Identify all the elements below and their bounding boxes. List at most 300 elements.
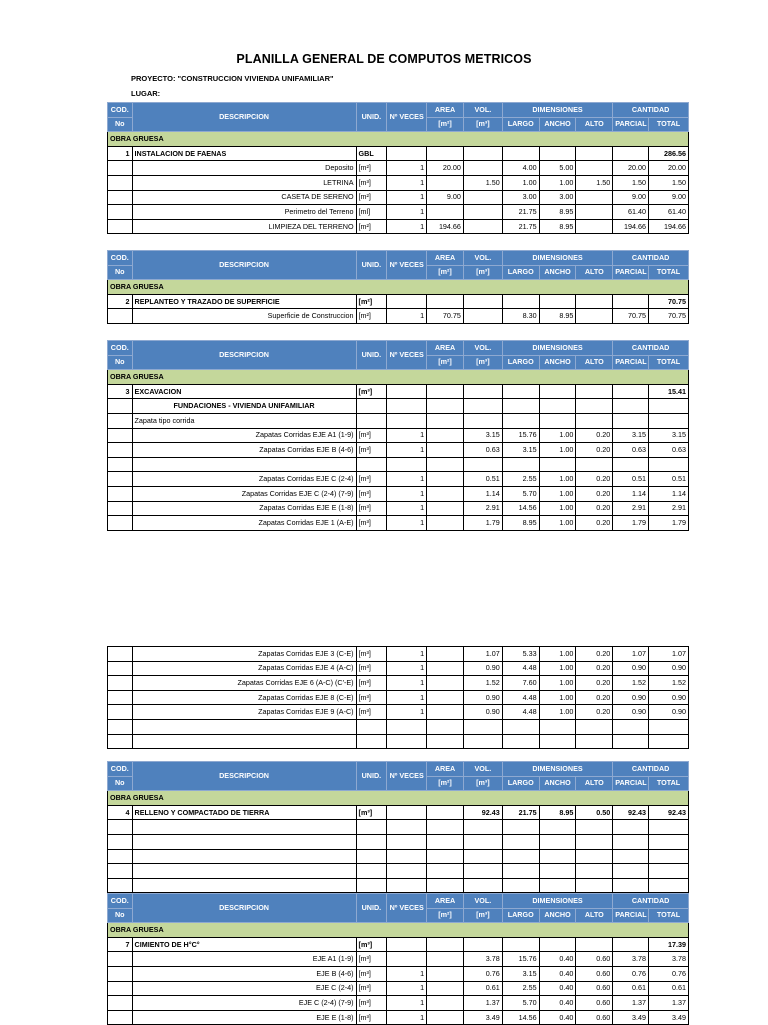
cell-area bbox=[427, 849, 464, 864]
cell-descripcion: EJE C (2-4) bbox=[132, 981, 356, 996]
cell-alto: 0.20 bbox=[576, 647, 613, 662]
cell-vol: 0.90 bbox=[463, 705, 502, 720]
cell-vol: 2.91 bbox=[463, 501, 502, 516]
cell-unid: [m³] bbox=[356, 676, 387, 691]
cell-ancho: 3.00 bbox=[539, 190, 576, 205]
cell-alto bbox=[576, 734, 613, 749]
cell-total: 1.14 bbox=[649, 486, 689, 501]
cell-ancho: 1.00 bbox=[539, 676, 576, 691]
cell-ancho: 1.00 bbox=[539, 486, 576, 501]
cell-unid: [m²] bbox=[356, 190, 387, 205]
section-row bbox=[108, 370, 689, 385]
table-row bbox=[108, 996, 689, 1011]
cell-total: 0.90 bbox=[649, 705, 689, 720]
cell-empty bbox=[463, 399, 502, 414]
cell-unid bbox=[356, 834, 387, 849]
cell-unid: [m²] bbox=[356, 219, 387, 234]
cell-vol bbox=[463, 734, 502, 749]
cell-ancho: 1.00 bbox=[539, 428, 576, 443]
header-no: No bbox=[108, 776, 133, 791]
table-block bbox=[107, 340, 689, 531]
cell-largo: 8.95 bbox=[502, 516, 539, 531]
cell-no bbox=[108, 501, 133, 516]
header-ancho: ANCHO bbox=[539, 355, 576, 370]
cell-alto: 0.20 bbox=[576, 486, 613, 501]
cell-total: 0.76 bbox=[649, 966, 689, 981]
header-alto: ALTO bbox=[576, 265, 613, 280]
cell-alto bbox=[576, 937, 613, 952]
cell-vol bbox=[463, 161, 502, 176]
cell-alto: 0.20 bbox=[576, 661, 613, 676]
table-row bbox=[108, 878, 689, 893]
cell-parcial: 61.40 bbox=[613, 205, 649, 220]
cell-alto: 0.20 bbox=[576, 501, 613, 516]
cell-no bbox=[108, 661, 133, 676]
cell-total: 70.75 bbox=[649, 309, 689, 324]
cell-empty bbox=[539, 413, 576, 428]
cell-area bbox=[427, 457, 464, 472]
cell-vol: 1.50 bbox=[463, 175, 502, 190]
cell-largo bbox=[502, 719, 539, 734]
cell-largo bbox=[502, 146, 539, 161]
table-block bbox=[107, 250, 689, 324]
table-row bbox=[108, 676, 689, 691]
cell-unid bbox=[356, 878, 387, 893]
cell-no bbox=[108, 219, 133, 234]
header-cantidad: CANTIDAD bbox=[613, 762, 689, 777]
cell-alto bbox=[576, 161, 613, 176]
cell-vol: 1.79 bbox=[463, 516, 502, 531]
cell-total bbox=[649, 834, 689, 849]
cell-no bbox=[108, 952, 133, 967]
cell-alto: 0.60 bbox=[576, 996, 613, 1011]
table-row bbox=[108, 661, 689, 676]
cell-descripcion: EJE A1 (1-9) bbox=[132, 952, 356, 967]
table-row bbox=[108, 457, 689, 472]
header-unid: UNID. bbox=[356, 762, 387, 791]
cell-veces: 1 bbox=[387, 516, 427, 531]
cell-total: 0.90 bbox=[649, 661, 689, 676]
cell-veces: 1 bbox=[387, 472, 427, 487]
cell-area bbox=[427, 878, 464, 893]
cell-total: 286.56 bbox=[649, 146, 689, 161]
header-no: No bbox=[108, 117, 133, 132]
cell-veces: 1 bbox=[387, 428, 427, 443]
cell-unid: [m³] bbox=[356, 996, 387, 1011]
subheading-row bbox=[108, 413, 689, 428]
cell-vol bbox=[463, 384, 502, 399]
cell-descripcion: LIMPIEZA DEL TERRENO bbox=[132, 219, 356, 234]
cell-alto: 0.60 bbox=[576, 981, 613, 996]
section-label: OBRA GRUESA bbox=[108, 791, 689, 806]
cell-parcial: 1.14 bbox=[613, 486, 649, 501]
cell-area bbox=[427, 661, 464, 676]
cell-total: 1.52 bbox=[649, 676, 689, 691]
table-row bbox=[108, 175, 689, 190]
cell-descripcion: Zapatas Corridas EJE 3 (C-E) bbox=[132, 647, 356, 662]
cell-vol: 0.51 bbox=[463, 472, 502, 487]
header-ancho: ANCHO bbox=[539, 908, 576, 923]
cell-alto: 0.60 bbox=[576, 952, 613, 967]
cell-alto bbox=[576, 219, 613, 234]
header-unid: UNID. bbox=[356, 251, 387, 280]
computation-table bbox=[107, 893, 689, 1025]
cell-empty bbox=[502, 413, 539, 428]
cell-no bbox=[108, 878, 133, 893]
cell-total: 9.00 bbox=[649, 190, 689, 205]
table-row bbox=[108, 161, 689, 176]
cell-parcial: 0.51 bbox=[613, 472, 649, 487]
cell-area bbox=[427, 952, 464, 967]
cell-ancho: 1.00 bbox=[539, 501, 576, 516]
cell-ancho bbox=[539, 457, 576, 472]
header-dimensiones: DIMENSIONES bbox=[502, 894, 612, 909]
cell-veces: 1 bbox=[387, 1010, 427, 1025]
cell-ancho bbox=[539, 384, 576, 399]
header-total: TOTAL bbox=[649, 776, 689, 791]
table-row bbox=[108, 443, 689, 458]
header-row-top bbox=[108, 762, 689, 777]
cell-ancho bbox=[539, 146, 576, 161]
cell-alto bbox=[576, 457, 613, 472]
cell-ancho bbox=[539, 719, 576, 734]
cell-descripcion: LETRINA bbox=[132, 175, 356, 190]
header-largo: LARGO bbox=[502, 908, 539, 923]
cell-descripcion: Zapatas Corridas EJE C (2-4) bbox=[132, 472, 356, 487]
cell-no bbox=[108, 647, 133, 662]
cell-veces bbox=[387, 864, 427, 879]
table-row bbox=[108, 820, 689, 835]
cell-area bbox=[427, 864, 464, 879]
table-row bbox=[108, 981, 689, 996]
cell-largo bbox=[502, 834, 539, 849]
cell-descripcion: Zapatas Corridas EJE 4 (A-C) bbox=[132, 661, 356, 676]
cell-largo: 7.60 bbox=[502, 676, 539, 691]
cell-parcial: 70.75 bbox=[613, 309, 649, 324]
cell-descripcion bbox=[132, 457, 356, 472]
cell-parcial: 1.37 bbox=[613, 996, 649, 1011]
header-veces: Nº VECES bbox=[387, 762, 427, 791]
cell-parcial: 3.78 bbox=[613, 952, 649, 967]
cell-largo: 21.75 bbox=[502, 219, 539, 234]
header-alto: ALTO bbox=[576, 355, 613, 370]
table-row bbox=[108, 516, 689, 531]
cell-largo bbox=[502, 294, 539, 309]
cell-unid: [m²] bbox=[356, 309, 387, 324]
table-row bbox=[108, 719, 689, 734]
cell-no bbox=[108, 734, 133, 749]
header-no: No bbox=[108, 355, 133, 370]
cell-vol bbox=[463, 457, 502, 472]
cell-area bbox=[427, 690, 464, 705]
item-row bbox=[108, 805, 689, 820]
cell-parcial: 92.43 bbox=[613, 805, 649, 820]
project-label: PROYECTO: "CONSTRUCCION VIVIENDA UNIFAMILIAR" bbox=[131, 74, 334, 83]
cell-parcial: 20.00 bbox=[613, 161, 649, 176]
cell-total: 3.78 bbox=[649, 952, 689, 967]
cell-total: 1.79 bbox=[649, 516, 689, 531]
cell-veces bbox=[387, 805, 427, 820]
cell-vol: 1.52 bbox=[463, 676, 502, 691]
header-cantidad: CANTIDAD bbox=[613, 894, 689, 909]
cell-area: 20.00 bbox=[427, 161, 464, 176]
item-row bbox=[108, 384, 689, 399]
cell-parcial: 0.90 bbox=[613, 705, 649, 720]
cell-no bbox=[108, 820, 133, 835]
cell-descripcion bbox=[132, 834, 356, 849]
header-ancho: ANCHO bbox=[539, 117, 576, 132]
cell-no bbox=[108, 719, 133, 734]
cell-empty bbox=[649, 399, 689, 414]
header-area: AREA bbox=[427, 341, 464, 356]
cell-veces bbox=[387, 834, 427, 849]
header-unid: UNID. bbox=[356, 894, 387, 923]
cell-parcial: 194.66 bbox=[613, 219, 649, 234]
cell-unid: [m³] bbox=[356, 175, 387, 190]
cell-empty bbox=[356, 413, 387, 428]
header-cod: COD. bbox=[108, 762, 133, 777]
computation-table bbox=[107, 102, 689, 234]
cell-largo: 3.00 bbox=[502, 190, 539, 205]
place-label: LUGAR: bbox=[131, 89, 161, 98]
cell-area bbox=[427, 719, 464, 734]
cell-alto bbox=[576, 384, 613, 399]
cell-alto bbox=[576, 864, 613, 879]
cell-no bbox=[108, 161, 133, 176]
cell-parcial: 0.61 bbox=[613, 981, 649, 996]
header-dimensiones: DIMENSIONES bbox=[502, 762, 612, 777]
cell-vol: 3.49 bbox=[463, 1010, 502, 1025]
cell-no: 7 bbox=[108, 937, 133, 952]
subheading-row bbox=[108, 399, 689, 414]
cell-unid bbox=[356, 820, 387, 835]
cell-parcial bbox=[613, 384, 649, 399]
cell-total: 1.07 bbox=[649, 647, 689, 662]
header-row-top bbox=[108, 341, 689, 356]
cell-largo bbox=[502, 849, 539, 864]
cell-veces: 1 bbox=[387, 190, 427, 205]
header-cantidad: CANTIDAD bbox=[613, 103, 689, 118]
cell-parcial bbox=[613, 820, 649, 835]
cell-alto bbox=[576, 309, 613, 324]
cell-area bbox=[427, 516, 464, 531]
cell-total: 0.61 bbox=[649, 981, 689, 996]
cell-area bbox=[427, 834, 464, 849]
cell-parcial bbox=[613, 878, 649, 893]
cell-largo: 3.15 bbox=[502, 443, 539, 458]
cell-veces: 1 bbox=[387, 175, 427, 190]
cell-total bbox=[649, 734, 689, 749]
table-row bbox=[108, 864, 689, 879]
header-total: TOTAL bbox=[649, 117, 689, 132]
cell-parcial bbox=[613, 294, 649, 309]
cell-largo bbox=[502, 384, 539, 399]
cell-total bbox=[649, 719, 689, 734]
header-largo: LARGO bbox=[502, 117, 539, 132]
cell-descripcion: Superficie de Construccion bbox=[132, 309, 356, 324]
header-parcial: PARCIAL bbox=[613, 355, 649, 370]
cell-unid bbox=[356, 864, 387, 879]
cell-parcial: 3.49 bbox=[613, 1010, 649, 1025]
cell-veces: 1 bbox=[387, 690, 427, 705]
cell-unid: [m³] bbox=[356, 937, 387, 952]
section-label: OBRA GRUESA bbox=[108, 370, 689, 385]
header-row-top bbox=[108, 894, 689, 909]
cell-unid: [m³] bbox=[356, 966, 387, 981]
cell-ancho: 1.00 bbox=[539, 647, 576, 662]
cell-ancho: 1.00 bbox=[539, 690, 576, 705]
cell-veces: 1 bbox=[387, 996, 427, 1011]
cell-area: 70.75 bbox=[427, 309, 464, 324]
cell-vol bbox=[463, 309, 502, 324]
cell-descripcion bbox=[132, 719, 356, 734]
header-vol: VOL. bbox=[463, 103, 502, 118]
header-area-unit: [m²] bbox=[427, 355, 464, 370]
cell-empty bbox=[613, 413, 649, 428]
cell-unid: [m³] bbox=[356, 443, 387, 458]
cell-empty bbox=[649, 413, 689, 428]
cell-veces bbox=[387, 734, 427, 749]
cell-vol: 0.90 bbox=[463, 690, 502, 705]
cell-no bbox=[108, 690, 133, 705]
table-block bbox=[107, 102, 689, 234]
header-row-top bbox=[108, 251, 689, 266]
cell-descripcion: EJE C (2-4) (7-9) bbox=[132, 996, 356, 1011]
cell-veces: 1 bbox=[387, 309, 427, 324]
cell-area bbox=[427, 486, 464, 501]
header-vol: VOL. bbox=[463, 762, 502, 777]
table-row bbox=[108, 501, 689, 516]
cell-empty bbox=[502, 399, 539, 414]
cell-ancho: 0.40 bbox=[539, 1010, 576, 1025]
header-no: No bbox=[108, 265, 133, 280]
cell-unid: [m³] bbox=[356, 952, 387, 967]
cell-area bbox=[427, 996, 464, 1011]
cell-parcial: 1.50 bbox=[613, 175, 649, 190]
cell-ancho: 0.40 bbox=[539, 952, 576, 967]
cell-empty bbox=[463, 413, 502, 428]
cell-no bbox=[108, 175, 133, 190]
cell-no bbox=[108, 705, 133, 720]
table-row bbox=[108, 1010, 689, 1025]
cell-area bbox=[427, 981, 464, 996]
cell-descripcion: Zapatas Corridas EJE 6 (A-C) (C'-E) bbox=[132, 676, 356, 691]
header-area: AREA bbox=[427, 894, 464, 909]
header-descripcion: DESCRIPCION bbox=[132, 762, 356, 791]
cell-unid bbox=[356, 849, 387, 864]
cell-largo: 14.56 bbox=[502, 1010, 539, 1025]
cell-vol: 1.14 bbox=[463, 486, 502, 501]
cell-parcial: 1.07 bbox=[613, 647, 649, 662]
cell-largo bbox=[502, 734, 539, 749]
table-block bbox=[107, 761, 689, 893]
cell-unid: [ml] bbox=[356, 205, 387, 220]
cell-no: 1 bbox=[108, 146, 133, 161]
table-row bbox=[108, 472, 689, 487]
table-row bbox=[108, 428, 689, 443]
cell-alto: 0.20 bbox=[576, 705, 613, 720]
cell-vol bbox=[463, 820, 502, 835]
cell-ancho: 8.95 bbox=[539, 805, 576, 820]
header-alto: ALTO bbox=[576, 908, 613, 923]
cell-descripcion: Zapatas Corridas EJE 9 (A-C) bbox=[132, 705, 356, 720]
header-parcial: PARCIAL bbox=[613, 265, 649, 280]
cell-ancho: 8.95 bbox=[539, 309, 576, 324]
cell-no bbox=[108, 413, 133, 428]
cell-no bbox=[108, 966, 133, 981]
header-alto: ALTO bbox=[576, 776, 613, 791]
cell-no bbox=[108, 443, 133, 458]
cell-parcial bbox=[613, 146, 649, 161]
section-row bbox=[108, 280, 689, 295]
cell-empty bbox=[427, 413, 464, 428]
cell-descripcion: Zapatas Corridas EJE 8 (C-E) bbox=[132, 690, 356, 705]
header-veces: Nº VECES bbox=[387, 103, 427, 132]
cell-parcial bbox=[613, 937, 649, 952]
header-dimensiones: DIMENSIONES bbox=[502, 103, 612, 118]
cell-veces: 1 bbox=[387, 647, 427, 662]
header-alto: ALTO bbox=[576, 117, 613, 132]
header-area-unit: [m²] bbox=[427, 908, 464, 923]
cell-descripcion: Perimetro del Terreno bbox=[132, 205, 356, 220]
header-cantidad: CANTIDAD bbox=[613, 251, 689, 266]
cell-unid: [m³] bbox=[356, 705, 387, 720]
cell-largo bbox=[502, 878, 539, 893]
cell-total: 70.75 bbox=[649, 294, 689, 309]
cell-unid bbox=[356, 457, 387, 472]
table-row bbox=[108, 486, 689, 501]
cell-area bbox=[427, 501, 464, 516]
header-veces: Nº VECES bbox=[387, 894, 427, 923]
cell-descripcion: INSTALACION DE FAENAS bbox=[132, 146, 356, 161]
cell-total: 17.39 bbox=[649, 937, 689, 952]
cell-vol bbox=[463, 719, 502, 734]
cell-ancho: 5.00 bbox=[539, 161, 576, 176]
cell-total bbox=[649, 864, 689, 879]
header-cod: COD. bbox=[108, 894, 133, 909]
cell-largo: 15.76 bbox=[502, 952, 539, 967]
cell-vol bbox=[463, 190, 502, 205]
header-vol-unit: [m³] bbox=[463, 908, 502, 923]
cell-alto: 0.20 bbox=[576, 690, 613, 705]
cell-total: 3.15 bbox=[649, 428, 689, 443]
cell-ancho: 0.40 bbox=[539, 996, 576, 1011]
cell-area: 9.00 bbox=[427, 190, 464, 205]
cell-total: 20.00 bbox=[649, 161, 689, 176]
cell-no: 3 bbox=[108, 384, 133, 399]
header-vol: VOL. bbox=[463, 341, 502, 356]
header-unid: UNID. bbox=[356, 103, 387, 132]
computation-table bbox=[107, 646, 689, 749]
cell-largo: 4.00 bbox=[502, 161, 539, 176]
cell-veces: 1 bbox=[387, 661, 427, 676]
cell-veces bbox=[387, 146, 427, 161]
cell-empty bbox=[387, 413, 427, 428]
cell-total: 0.90 bbox=[649, 690, 689, 705]
cell-vol: 1.37 bbox=[463, 996, 502, 1011]
cell-veces: 1 bbox=[387, 676, 427, 691]
cell-parcial bbox=[613, 849, 649, 864]
cell-unid: [m³] bbox=[356, 501, 387, 516]
header-total: TOTAL bbox=[649, 908, 689, 923]
page-title: PLANILLA GENERAL DE COMPUTOS METRICOS bbox=[236, 52, 532, 66]
cell-parcial bbox=[613, 834, 649, 849]
cell-alto bbox=[576, 849, 613, 864]
cell-largo: 3.15 bbox=[502, 966, 539, 981]
header-cod: COD. bbox=[108, 251, 133, 266]
cell-ancho: 1.00 bbox=[539, 516, 576, 531]
section-row bbox=[108, 132, 689, 147]
